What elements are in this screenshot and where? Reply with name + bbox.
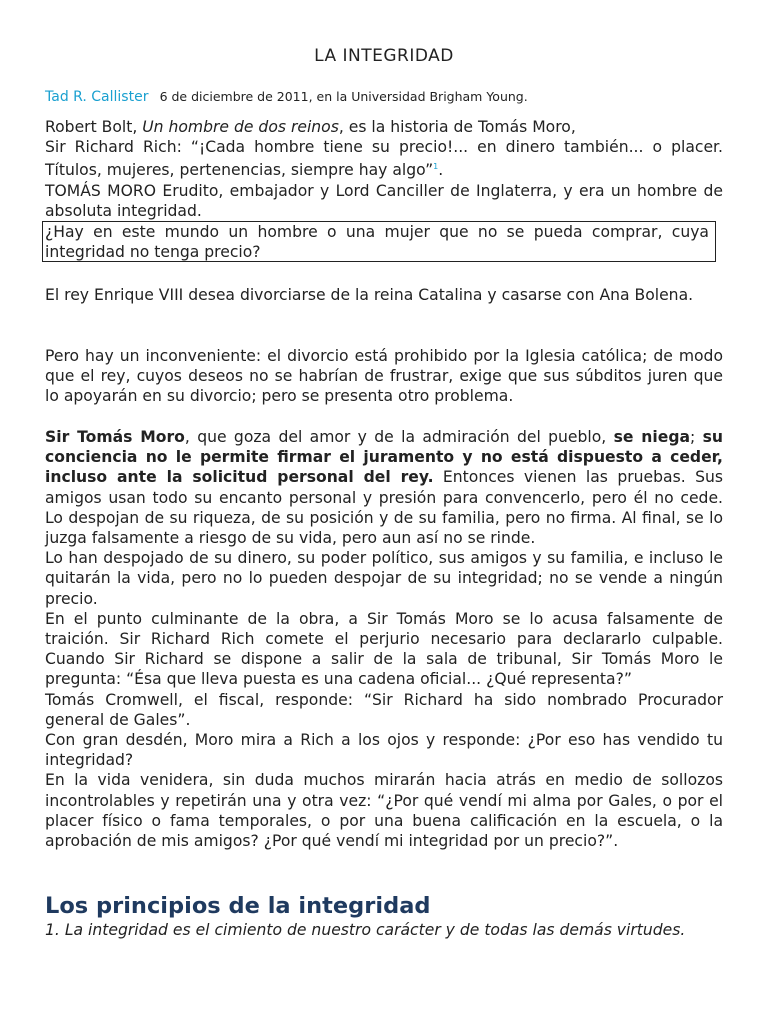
paragraph-cromwell: Tomás Cromwell, el fiscal, responde: “Sir Richard ha sido nombrado Procurador general de Gales”. <box>45 690 723 729</box>
main-narrative <box>45 427 723 851</box>
boxed-question <box>42 221 716 262</box>
paragraph-inconveniente: Pero hay un inconveniente: el divorcio está prohibido por la Iglesia católica; de modo que el rey, cuyos deseos no se habrían de frustrar, exige que sus súbditos juren que lo apoyarán en su divorcio; pero se presenta otro problema. <box>45 347 723 406</box>
document-title: LA INTEGRIDAD <box>314 46 454 66</box>
footnote-ref[interactable]: 1 <box>433 162 439 172</box>
intro-line: Robert Bolt, Un hombre de dos reinos, es la historia de Tomás Moro, <box>45 118 576 136</box>
book-title: Un hombre de dos reinos <box>142 118 339 136</box>
section-heading: Los principios de la integridad <box>45 893 431 919</box>
rich-quote: Sir Richard Rich: “¡Cada hombre tiene su precio!... en dinero también... o placer. Títulos, mujeres, pertenencias, siempre hay algo”$^1$. <box>45 138 723 180</box>
byline-date: 6 de diciembre de 2011, en la Universidad Brigham Young. <box>159 89 528 104</box>
intro-block <box>45 117 723 221</box>
boxed-question-text: ¿Hay en este mundo un hombre o una mujer que no se pueda comprar, cuya integridad no tenga precio? <box>45 223 709 261</box>
principle-1: 1. La integridad es el cimiento de nuestro carácter y de todas las demás virtudes. <box>45 921 686 939</box>
author-link[interactable]: Tad R. Callister <box>45 89 149 105</box>
tomas-moro-description: TOMÁS MORO Erudito, embajador y Lord Canciller de Inglaterra, y era un hombre de absoluta integridad. <box>45 181 723 220</box>
paragraph-venidera: En la vida venidera, sin duda muchos mirarán hacia atrás en medio de sollozos incontrolables y repetirán una y otra vez: “¿Por qué vendí mi alma por Gales, o por el placer físico o fama temporales, o por una buena calificación en la escuela, o la aprobación de mis amigos? ¿Por qué vendí mi integridad por un precio?”. <box>45 771 723 851</box>
paragraph-culminante: En el punto culminante de la obra, a Sir Tomás Moro se lo acusa falsamente de traición. Sir Richard Rich comete el perjurio necesario para declararlo culpable. Cuando Sir Richard se dispone a salir de la sala de tribunal, Sir Tomás Moro le pregunta: “Ésa que lleva puesta es una cadena oficial... ¿Qué representa?” <box>45 609 723 689</box>
paragraph-despojado: Lo han despojado de su dinero, su poder político, sus amigos y su familia, e incluso le quitarán la vida, pero no lo pueden despojar de su integridad; no se vende a ningún precio. <box>45 549 723 608</box>
paragraph-enrique: El rey Enrique VIII desea divorciarse de la reina Catalina y casarse con Ana Bolena. <box>45 286 694 304</box>
paragraph-sir-tomas: Sir Tomás Moro, que goza del amor y de la admiración del pueblo, se niega; su conciencia no le permite firmar el juramento y no está dispuesto a ceder, incluso ante la solicitud personal del rey. Entonces vienen las pruebas. Sus amigos usan todo su encanto personal y presión para convencerlo, pero él no cede. Lo despojan de su riqueza, de su posición y de su familia, pero no firma. Al final, se lo juzga falsamente a riesgo de su vida, pero aun así no se rinde. <box>45 428 723 548</box>
byline <box>45 86 528 105</box>
paragraph-desden: Con gran desdén, Moro mira a Rich a los ojos y responde: ¿Por eso has vendido tu integridad? <box>45 731 723 770</box>
